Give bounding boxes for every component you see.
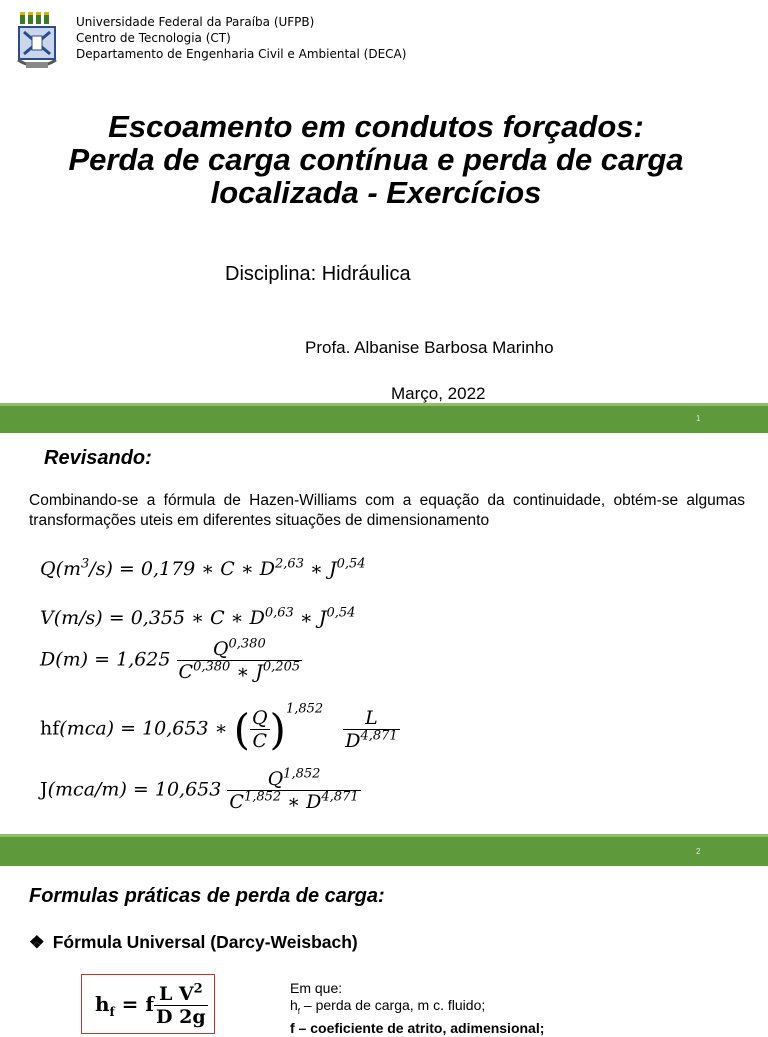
title-line: localizada - Exercícios — [210, 175, 542, 210]
title-line: Escoamento em condutos forçados: — [108, 109, 644, 144]
date-text: Março, 2022 — [391, 384, 486, 403]
equation-j: J(mca/m) = 10,653 $\frac{Q^{1,852}}{C^{1,852} ∗ D^{4,871}}$ — [40, 766, 359, 813]
institution-line: Centro de Tecnologia (CT) — [76, 31, 231, 45]
bullet-item: ❖ Fórmula Universal (Darcy-Weisbach) — [29, 932, 358, 952]
intro-paragraph: Combinando-se a fórmula de Hazen-Williams com a equação da continuidade, obtém-se algumas transformações uteis em diferentes situações de dimensionamento — [29, 492, 745, 529]
ufpb-logo — [16, 10, 58, 72]
equation-hf: hf(mca) = 10,653 ∗ ( $\frac{Q}{C}$ )$^{1,852}$ $\frac{L}{D^{4,871}}$ — [40, 701, 398, 754]
darcy-formula-box: $h_f = f$ $\frac{L V^2}{D 2g}$ — [81, 974, 215, 1034]
variable-definitions: Em que: $h_f$ – perda de carga, m c. fluido; f – coeficiente de atrito, adimensional; — [290, 980, 545, 1036]
equation-v: V(m/s) = 0,355 ∗ C ∗ D$^{0,63}$ ∗ J$^{0,54}$ — [40, 605, 356, 629]
section-heading: Formulas práticas de perda de carga: — [29, 885, 385, 907]
diamond-bullet-icon: ❖ — [29, 932, 45, 952]
title-line: Perda de carga contínua e perda de carga — [68, 142, 684, 177]
section-heading: Revisando: — [44, 447, 152, 469]
slide-title — [0, 110, 752, 209]
page-number: 2 — [696, 847, 701, 856]
institution-block — [76, 14, 406, 62]
equation-q: $Q(m^3/s) = 0,179$ ∗ C ∗ D$^{2,63}$ ∗ J$^{0,54}$ — [40, 556, 366, 580]
equation-d: D(m) = 1,625 $\frac{Q^{0,380}}{C^{0,380} ∗ J^{0,205}}$ — [40, 636, 301, 683]
institution-line: Departamento de Engenharia Civil e Ambiental (DECA) — [76, 47, 407, 61]
discipline-text: Disciplina: Hidráulica — [225, 263, 411, 285]
slide-divider-bar — [0, 834, 768, 866]
professor-text: Profa. Albanise Barbosa Marinho — [305, 338, 554, 357]
institution-line: Universidade Federal da Paraíba (UFPB) — [76, 15, 315, 29]
slide-divider-bar — [0, 403, 768, 433]
page-number: 1 — [696, 414, 701, 423]
